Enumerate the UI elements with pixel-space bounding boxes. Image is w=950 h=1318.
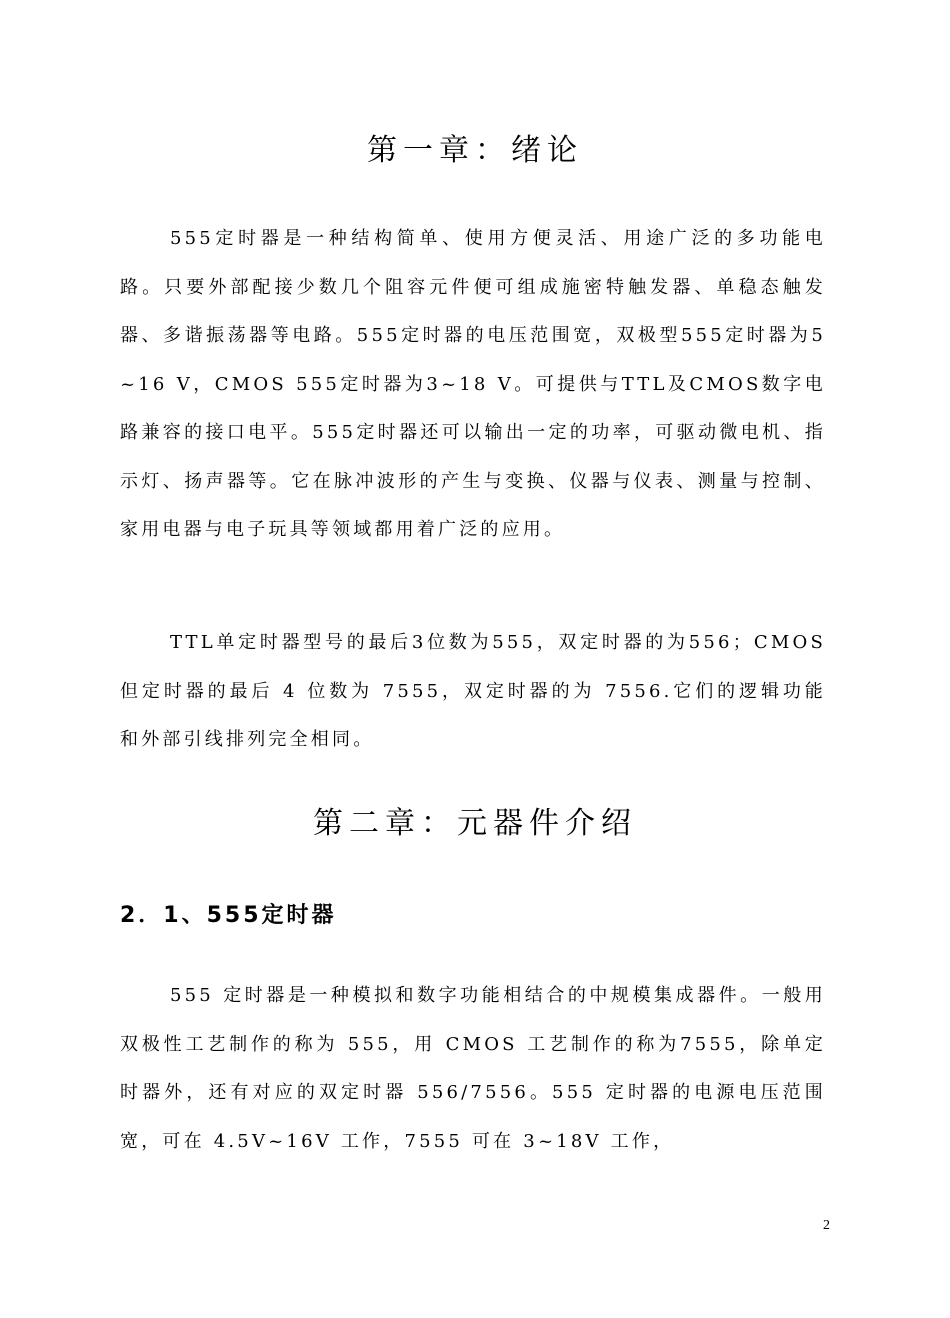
section-2-1-title: 2．1、555定时器 — [120, 903, 337, 928]
chapter-1-paragraph-2: TTL单定时器型号的最后3位数为555，双定时器的为556；CMOS但定时器的最后 4 位数为 7555，双定时器的为 7556.它们的逻辑功能和外部引线排列完全相同。 — [120, 632, 826, 750]
chapter-1-paragraph-1: 555定时器是一种结构简单、使用方便灵活、用途广泛的多功能电路。只要外部配接少数几个阻容元件便可组成施密特触发器、单稳态触发器、多谐振荡器等电路。555定时器的电压范围宽，双极型555定时器为5~16 V，CMOS 555定时器为3~18 V。可提供与TTL及CMOS数字电路兼容的接口电平。555定时器还可以输出一定的功率，可驱动微电机、指示灯、扬声器等。它在脉冲波形的产生与变换、仪器与仪表、测量与控制、家用电器与电子玩具等领域都用着广泛的应用。 — [120, 228, 826, 540]
section-2-1-paragraph-1: 555 定时器是一种模拟和数字功能相结合的中规模集成器件。一般用双极性工艺制作的称为 555，用 CMOS 工艺制作的称为7555，除单定时器外，还有对应的双定时器 556/7556。555 定时器的电源电压范围宽，可在 4.5V~16V 工作，7555 可在 3~18V 工作， — [120, 985, 826, 1152]
page-number: 2 — [823, 1218, 830, 1233]
chapter-1-title: 第一章：绪论 — [367, 133, 583, 168]
chapter-2-title: 第二章：元器件介绍 — [313, 806, 637, 841]
